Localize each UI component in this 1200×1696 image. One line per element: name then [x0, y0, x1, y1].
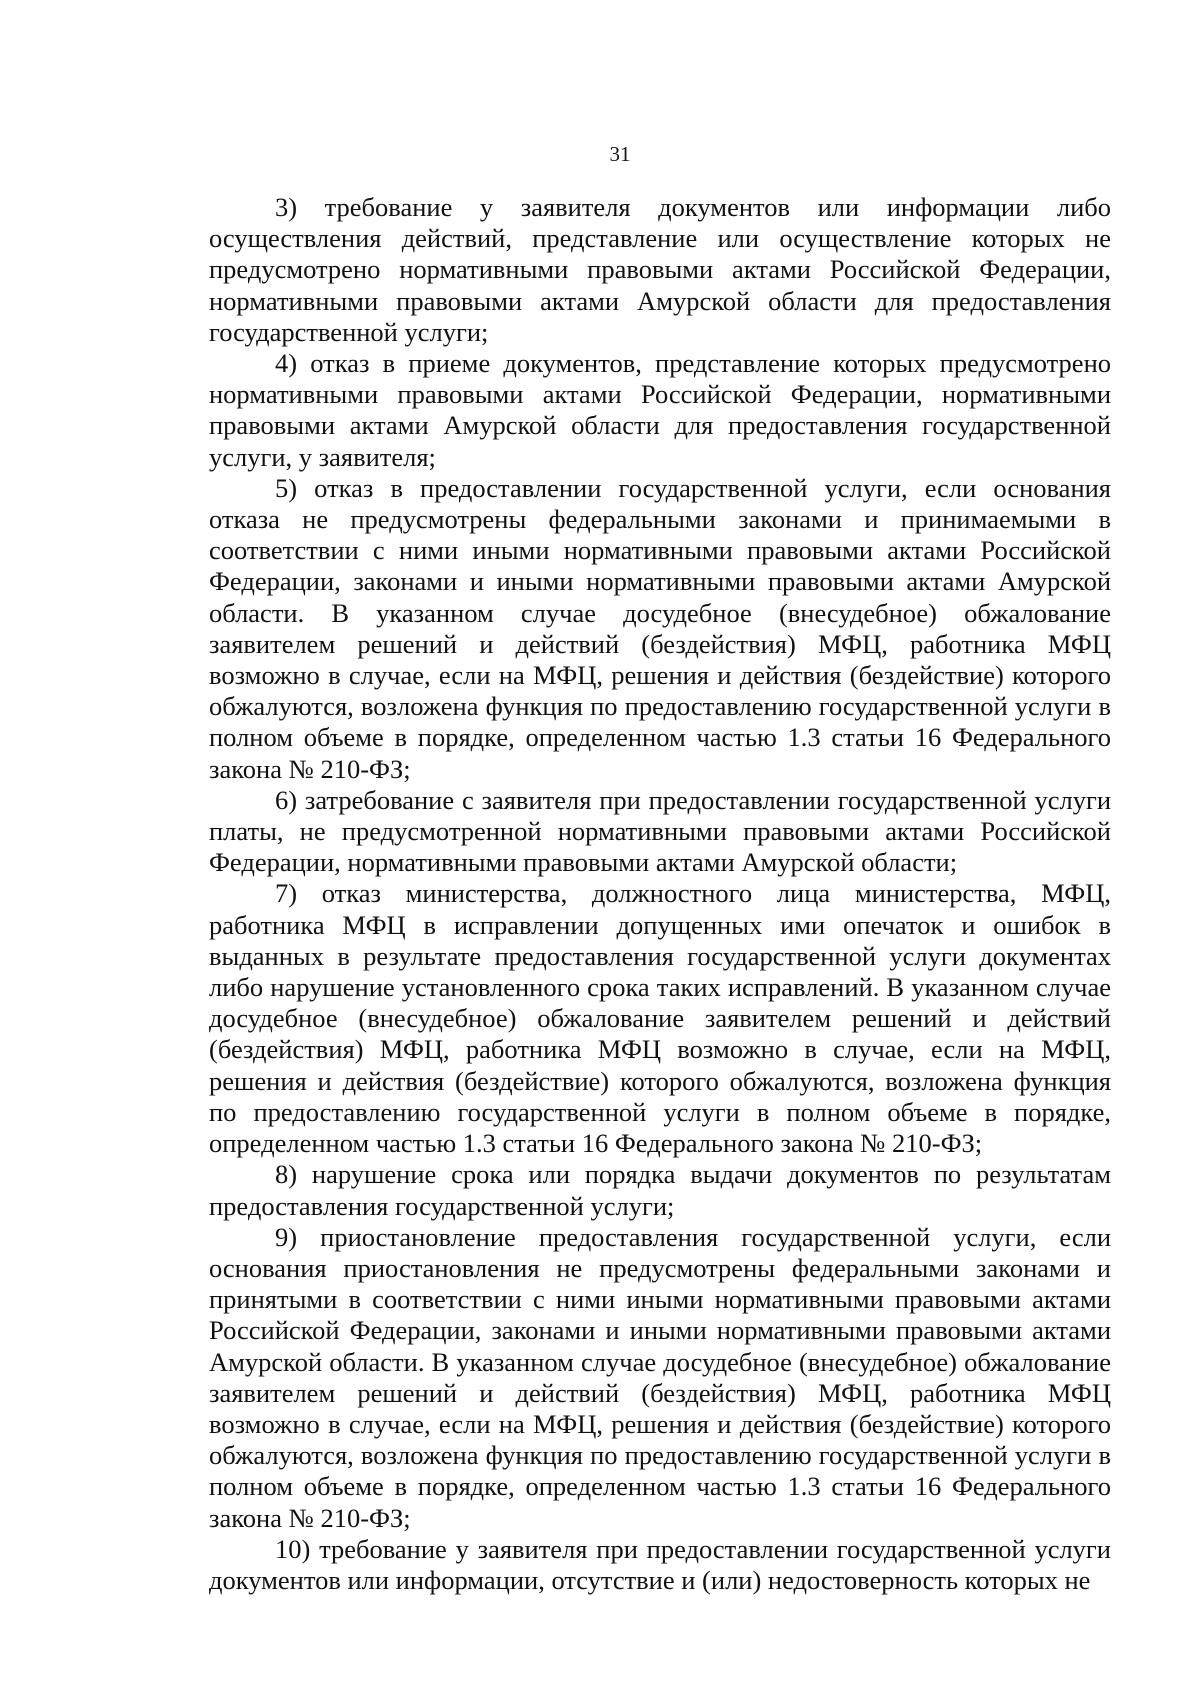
paragraph-item-9: 9) приостановление предоставления государственной услуги, если основания приостановления не предусмотрены федеральными законами и принятыми в соответствии с ними иными нормативными правовыми актами Российской Федерации, законами и иными нормативными правовыми актами Амурской области. В указанном случае досудебное (внесудебное) обжалование заявителем решений и действий (бездействия) МФЦ, работника МФЦ возможно в случае, если на МФЦ, решения и действия (бездействие) которого обжалуются, возложена функция по предоставлению государственной услуги в полном объеме в порядке, определенном частью 1.3 статьи 16 Федерального закона № 210-ФЗ; [209, 1221, 1111, 1533]
paragraph-item-7: 7) отказ министерства, должностного лица министерства, МФЦ, работника МФЦ в исправлении допущенных ими опечаток и ошибок в выданных в результате предоставления государственной услуги документах либо нарушение установленного срока таких исправлений. В указанном случае досудебное (внесудебное) обжалование заявителем решений и действий (бездействия) МФЦ, работника МФЦ возможно в случае, если на МФЦ, решения и действия (бездействие) которого обжалуются, возложена функция по предоставлению государственной услуги в полном объеме в порядке, определенном частью 1.3 статьи 16 Федерального закона № 210-ФЗ; [209, 878, 1111, 1159]
paragraph-item-5: 5) отказ в предоставлении государственной услуги, если основания отказа не предусмотрены федеральными законами и принимаемыми в соответствии с ними иными нормативными правовыми актами Российской Федерации, законами и иными нормативными правовыми актами Амурской области. В указанном случае досудебное (внесудебное) обжалование заявителем решений и действий (бездействия) МФЦ, работника МФЦ возможно в случае, если на МФЦ, решения и действия (бездействие) которого обжалуются, возложена функция по предоставлению государственной услуги в полном объеме в порядке, определенном частью 1.3 статьи 16 Федерального закона № 210-ФЗ; [209, 472, 1111, 784]
paragraph-item-10: 10) требование у заявителя при предоставлении государственной услуги документов или информации, отсутствие и (или) недостоверность которых не [209, 1533, 1111, 1595]
paragraph-item-6: 6) затребование с заявителя при предоставлении государственной услуги платы, не предусмотренной нормативными правовыми актами Российской Федерации, нормативными правовыми актами Амурской области; [209, 784, 1111, 878]
page-number: 31 [609, 142, 631, 166]
document-body [209, 192, 1111, 1596]
paragraph-item-4: 4) отказ в приеме документов, представление которых предусмотрено нормативными правовыми актами Российской Федерации, нормативными правовыми актами Амурской области для предоставления государственной услуги, у заявителя; [209, 348, 1111, 472]
paragraph-item-8: 8) нарушение срока или порядка выдачи документов по результатам предоставления государственной услуги; [209, 1159, 1111, 1221]
paragraph-item-3: 3) требование у заявителя документов или информации либо осуществления действий, представление или осуществление которых не предусмотрено нормативными правовыми актами Российской Федерации, нормативными правовыми актами Амурской области для предоставления государственной услуги; [209, 192, 1111, 347]
